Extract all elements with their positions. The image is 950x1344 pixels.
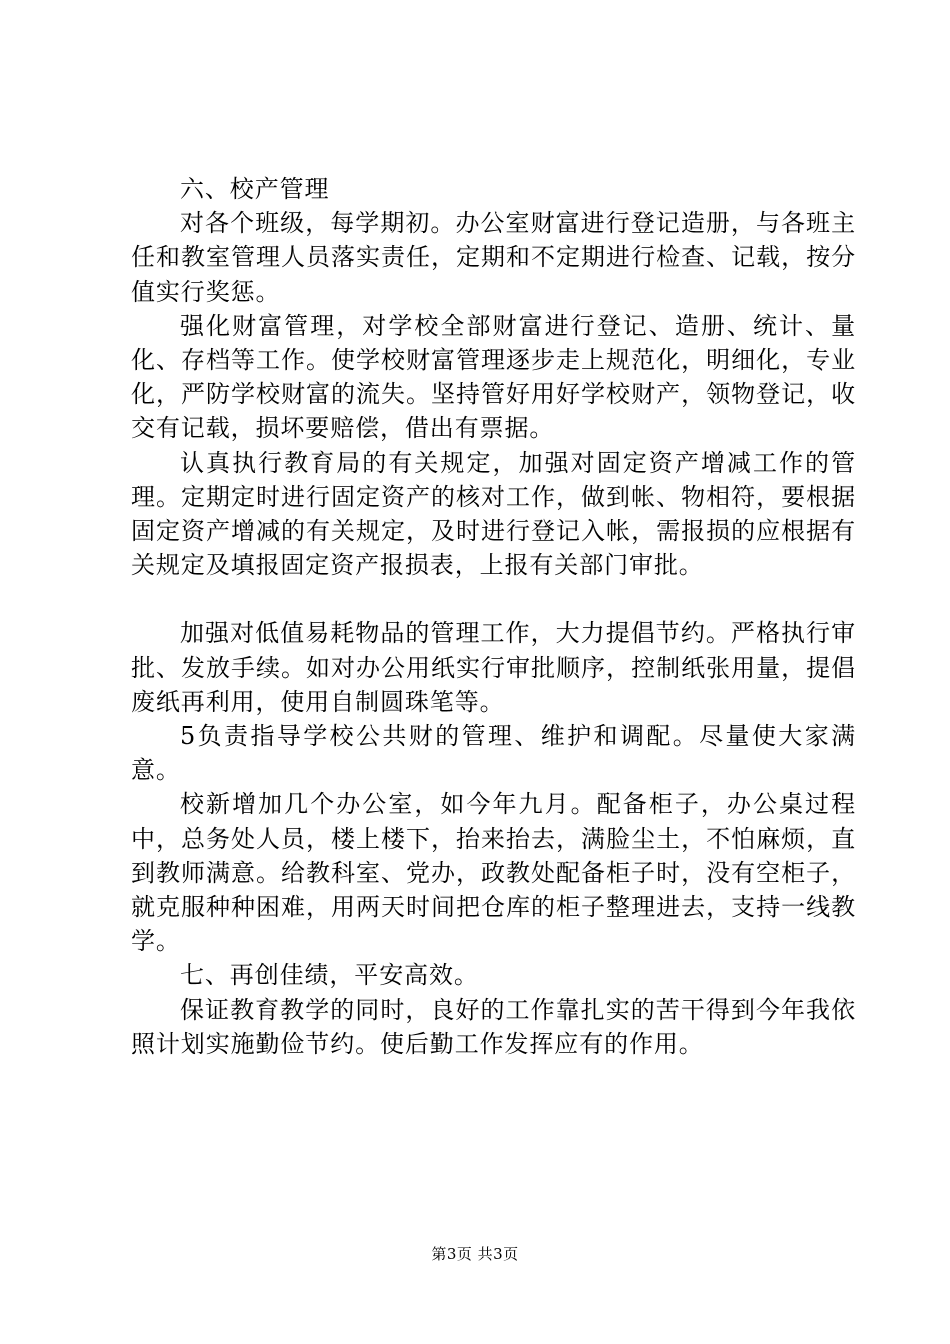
paragraph-conclusion: 保证教育教学的同时，良好的工作靠扎实的苦干得到今年我依照计划实施勤俭节约。使后勤工作发挥应有的作用。 [131,995,856,1058]
section-heading-campus-property: 六、校产管理 [180,175,330,203]
section-heading-achievements: 七、再创佳绩，平安高效。 [180,961,479,990]
paragraph-property-management: 强化财富管理，对学校全部财富进行登记、造册、统计、量化、存档等工作。使学校财富管理逐步走上规范化，明细化，专业化，严防学校财富的流失。坚持管好用好学校财产，领物登记，收交有记载，损坏要赔偿，借出有票据。 [131,311,856,443]
page-number-footer: 第3页 共3页 [431,1245,519,1263]
document-body [131,172,856,1061]
paragraph-fixed-assets: 认真执行教育局的有关规定，加强对固定资产增减工作的管理。定期定时进行固定资产的核对工作，做到帐、物相符，要根据固定资产增减的有关规定，及时进行登记入帐，需报损的应根据有关规定及填报固定资产报损表，上报有关部门审批。 [131,448,856,580]
paragraph-consumables: 加强对低值易耗物品的管理工作，大力提倡节约。严格执行审批、发放手续。如对办公用纸实行审批顺序，控制纸张用量，提倡废纸再利用，使用自制圆珠笔等。 [131,619,856,716]
paragraph-public-property: 5负责指导学校公共财的管理、维护和调配。尽量使大家满意。 [131,722,856,785]
paragraph-class-registration: 对各个班级，每学期初。办公室财富进行登记造册，与各班主任和教室管理人员落实责任，定期和不定期进行检查、记载，按分值实行奖惩。 [131,209,856,306]
paragraph-new-offices: 校新增加几个办公室，如今年九月。配备柜子，办公桌过程中，总务处人员，楼上楼下，抬来抬去，满脸尘土，不怕麻烦，直到教师满意。给教科室、党办，政教处配备柜子时，没有空柜子，就克服种种困难，用两天时间把仓库的柜子整理进去，支持一线教学。 [131,790,856,956]
